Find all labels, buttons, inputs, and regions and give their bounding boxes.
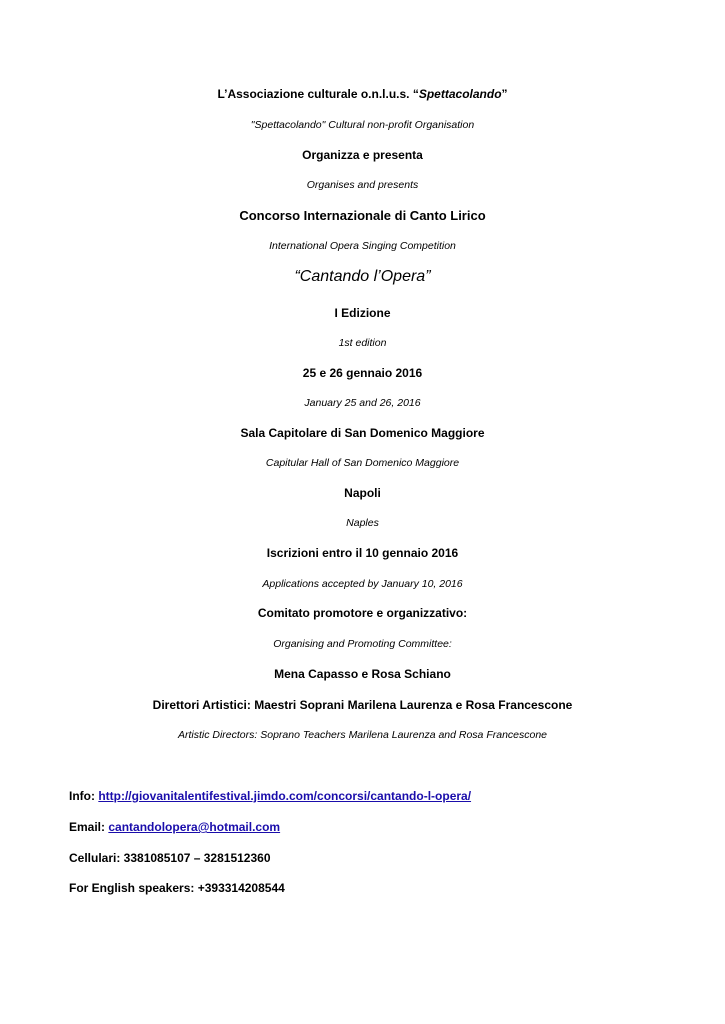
info-link[interactable]: http://giovanitalentifestival.jimdo.com/concorsi/cantando-l-opera/: [98, 789, 472, 803]
organizza-heading: Organizza e presenta: [302, 148, 423, 162]
edition-heading: I Edizione: [334, 306, 391, 320]
date-heading: 25 e 26 gennaio 2016: [302, 366, 423, 380]
email-label: Email:: [69, 820, 109, 834]
artistic-directors: Direttori Artistici: Maestri Soprani Marilena Laurenza e Rosa Francescone: [152, 698, 573, 712]
committee-members: Mena Capasso e Rosa Schiano: [274, 667, 451, 681]
edition-english: 1st edition: [338, 337, 387, 349]
english-speakers-line: For English speakers: +393314208544: [69, 881, 285, 895]
venue-english: Capitular Hall of San Domenico Maggiore: [265, 457, 460, 469]
association-english: "Spettacolando" Cultural non-profit Organisation: [250, 119, 475, 131]
committee-heading: Comitato promotore e organizzativo:: [257, 606, 468, 620]
organizza-english: Organises and presents: [306, 179, 419, 191]
committee-english: Organising and Promoting Committee:: [273, 638, 452, 650]
association-name: Spettacolando: [418, 87, 502, 101]
date-english: January 25 and 26, 2016: [304, 397, 421, 409]
competition-heading: Concorso Internazionale di Canto Lirico: [239, 208, 486, 223]
registration-heading: Iscrizioni entro il 10 gennaio 2016: [266, 546, 459, 560]
page-title: “Cantando l’Opera”: [294, 268, 431, 285]
city-heading: Napoli: [344, 486, 381, 500]
city-english: Naples: [346, 517, 379, 529]
info-line: [69, 789, 471, 803]
association-prefix: L’Associazione culturale o.n.l.u.s. “: [217, 87, 419, 101]
phone-line: Cellulari: 3381085107 – 3281512360: [69, 851, 271, 865]
association-line: [0, 87, 725, 101]
competition-english: International Opera Singing Competition: [269, 240, 456, 252]
email-line: [69, 820, 280, 834]
info-label: Info:: [69, 789, 99, 803]
association-suffix: ”: [501, 87, 508, 101]
artistic-directors-english: Artistic Directors: Soprano Teachers Marilena Laurenza and Rosa Francescone: [177, 729, 548, 741]
venue-heading: Sala Capitolare di San Domenico Maggiore: [240, 426, 485, 440]
email-link[interactable]: cantandolopera@hotmail.com: [108, 820, 281, 834]
registration-english: Applications accepted by January 10, 2016: [262, 578, 463, 590]
